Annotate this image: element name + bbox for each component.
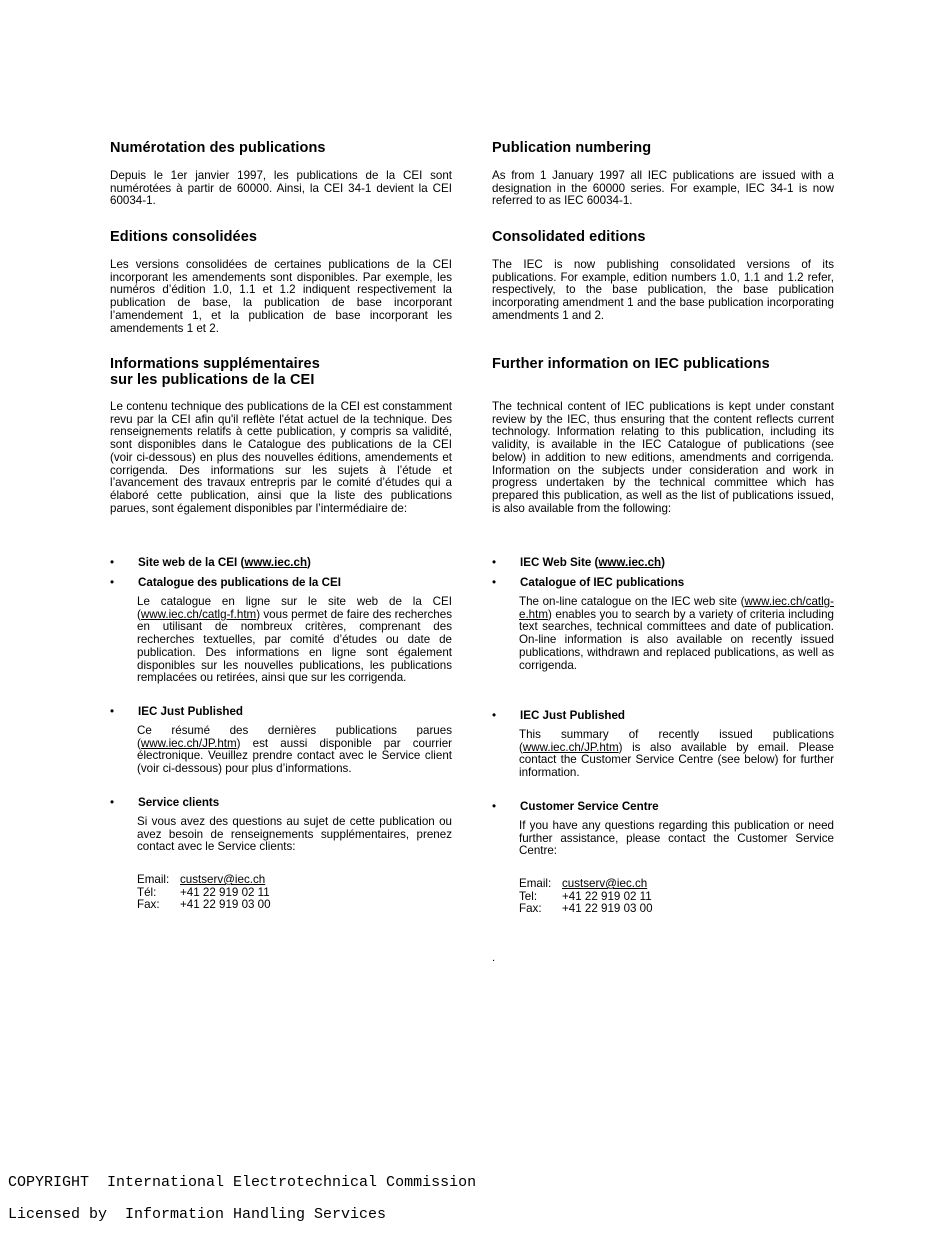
fr-numbering-heading: Numérotation des publications bbox=[110, 140, 326, 156]
fr-numbering-section bbox=[110, 140, 452, 208]
en-fax-value: +41 22 919 03 00 bbox=[562, 902, 653, 916]
bullet-dot: • bbox=[110, 556, 115, 569]
en-catalogue-link[interactable]: www.iec.ch/catlg-e.htm bbox=[519, 595, 834, 621]
en-further-section bbox=[492, 356, 834, 515]
en-catalogue-title: Catalogue of IEC publications bbox=[520, 576, 685, 589]
fr-catalogue-link[interactable]: www.iec.ch/catlg-f.htm bbox=[140, 607, 257, 621]
en-website-title bbox=[520, 556, 665, 569]
en-catalogue-body: ) enables you to search by a variety of criteria including text searches, technical committees and date of publication. On-line information is also available on recently issued publications, withdrawn and replaced publications, as well as corrigenda. bbox=[519, 607, 834, 672]
en-contact-block bbox=[519, 878, 834, 916]
en-jp-link[interactable]: www.iec.ch/JP.htm bbox=[522, 740, 619, 754]
en-tel-value: +41 22 919 02 11 bbox=[562, 889, 652, 903]
bullet-dot: • bbox=[492, 709, 497, 722]
fr-consolidated-heading: Editions consolidées bbox=[110, 229, 258, 245]
bullet-dot: • bbox=[110, 705, 115, 718]
fr-website-title bbox=[138, 556, 311, 569]
en-consolidated-heading: Consolidated editions bbox=[492, 229, 646, 245]
en-fax-row bbox=[519, 903, 834, 916]
footer-license: Licensed by Information Handling Services bbox=[8, 1206, 387, 1223]
en-consolidated-text: The IEC is now publishing consolidated versions of its publications. For example, edition numbers 1.0, 1.1 and 1.2 refer, respectively, to the base publication, the base publication incorporating amendment 1 and the base publication incorporating amendments 1 and 2. bbox=[492, 258, 834, 322]
fr-jp-body: ) est aussi disponible par courrier électronique. Veuillez prendre contact avec le Service client (voir ci-dessous) pour plus d’informations. bbox=[137, 736, 452, 776]
bullet-dot: • bbox=[492, 556, 497, 569]
fr-jp-title: IEC Just Published bbox=[138, 705, 244, 718]
fr-catalogue-text bbox=[137, 596, 452, 685]
en-jp-title: IEC Just Published bbox=[520, 709, 626, 722]
en-catalogue-text bbox=[519, 596, 834, 672]
fr-jp-text bbox=[137, 725, 452, 776]
en-numbering-section bbox=[492, 140, 834, 208]
en-numbering-text: As from 1 January 1997 all IEC publications are issued with a designation in the 60000 series. For example, IEC 34-1 is now referred to as IEC 60034-1. bbox=[492, 169, 834, 208]
fr-further-heading-line1: Informations supplémentaires bbox=[110, 356, 320, 372]
en-further-text: The technical content of IEC publications is kept under constant review by the IEC, thus ensuring that the content reflects current technology. Information relating to this publication, including its validity, is available in the IEC Catalogue of publications (see below) in addition to new editions, amendments and corrigenda. Information on the subjects under consideration and work in progress undertaken by the technical committee which has prepared this publication, as well as the list of publications issued, is also available from the following: bbox=[492, 400, 834, 515]
fr-website-end: ) bbox=[307, 556, 311, 569]
fr-email-link[interactable]: custserv@iec.ch bbox=[180, 873, 266, 886]
fr-fax-row bbox=[137, 899, 452, 912]
en-website-link[interactable]: www.iec.ch bbox=[598, 556, 662, 569]
fr-tel-value: +41 22 919 02 11 bbox=[180, 885, 270, 899]
en-email-label: Email: bbox=[519, 877, 552, 890]
en-consolidated-section bbox=[492, 229, 834, 323]
en-service-text: If you have any questions regarding this publication or need further assistance, please contact the Customer Service Centre: bbox=[519, 819, 834, 858]
en-further-heading: Further information on IEC publications bbox=[492, 356, 770, 372]
fr-catalogue-pre: Le catalogue en ligne sur le site web de la CEI ( bbox=[137, 595, 452, 621]
en-website-label: IEC Web Site ( bbox=[520, 556, 599, 569]
bullet-dot: • bbox=[110, 796, 115, 809]
fr-numbering-text: Depuis le 1er janvier 1997, les publications de la CEI sont numérotées à partir de 60000. Ainsi, la CEI 34-1 devient la CEI 60034-1. bbox=[110, 169, 452, 208]
en-jp-body: ) is also available by email. Please contact the Customer Service Centre (see below) for further information. bbox=[519, 740, 834, 780]
fr-fax-value: +41 22 919 03 00 bbox=[180, 898, 271, 912]
fr-consolidated-section bbox=[110, 229, 452, 335]
en-fax-label: Fax: bbox=[519, 902, 542, 916]
fr-website-link[interactable]: www.iec.ch bbox=[244, 556, 308, 569]
bullet-dot: • bbox=[110, 576, 115, 589]
fr-service-text: Si vous avez des questions au sujet de cette publication ou avez besoin de renseignements supplémentaires, prenez contact avec le Service clients: bbox=[137, 815, 452, 854]
en-catalogue-pre: The on-line catalogue on the IEC web site ( bbox=[519, 595, 745, 608]
bullet-dot: • bbox=[492, 800, 497, 813]
fr-further-section bbox=[110, 356, 452, 515]
fr-email-label: Email: bbox=[137, 873, 170, 886]
fr-consolidated-text: Les versions consolidées de certaines publications de la CEI incorporant les amendements sont disponibles. Par exemple, les numéros d’édition 1.0, 1.1 et 1.2 indiquent respectivement la publication de base, la publication de base incorporant l’amendement 1, et la publication de base incorporant les amendements 1 et 2. bbox=[110, 258, 452, 335]
fr-website-label: Site web de la CEI ( bbox=[138, 556, 245, 569]
fr-service-title: Service clients bbox=[138, 796, 220, 809]
en-numbering-heading: Publication numbering bbox=[492, 140, 652, 156]
en-tel-label: Tel: bbox=[519, 889, 538, 903]
en-website-end: ) bbox=[661, 556, 665, 569]
fr-further-heading-line2: sur les publications de la CEI bbox=[110, 372, 315, 388]
fr-jp-link[interactable]: www.iec.ch/JP.htm bbox=[140, 736, 237, 750]
footer-copyright: COPYRIGHT International Electrotechnical Commission bbox=[8, 1174, 477, 1191]
fr-jp-pre: Ce résumé des dernières publications parues ( bbox=[137, 724, 452, 750]
en-jp-text bbox=[519, 729, 834, 780]
fr-contact-block bbox=[137, 874, 452, 912]
fr-catalogue-body: ) vous permet de faire des recherches en utilisant de nombreux critères, comprenant des recherches textuelles, par comité d’études ou date de publication. Des informations en ligne sont également disponibles sur les nouvelles publications, les publications remplacées ou retirées, ainsi que sur les corrigenda. bbox=[137, 607, 452, 685]
fr-tel-label: Tél: bbox=[137, 885, 157, 899]
fr-catalogue-title: Catalogue des publications de la CEI bbox=[138, 576, 341, 589]
fr-fax-label: Fax: bbox=[137, 898, 160, 912]
en-service-title: Customer Service Centre bbox=[520, 800, 659, 813]
en-email-link[interactable]: custserv@iec.ch bbox=[562, 877, 648, 890]
en-jp-pre: This summary of recently issued publications ( bbox=[519, 728, 834, 754]
stray-period: . bbox=[492, 952, 496, 964]
fr-further-text: Le contenu technique des publications de la CEI est constamment revu par la CEI afin qu'il reflète l'état actuel de la technique. Des renseignements relatifs à cette publication, y compris sa validité, sont disponibles dans le Catalogue des publications de la CEI (voir ci-dessous) en plus des nouvelles éditions, amendements et corrigenda. Des informations sur les sujets à l’étude et l’avancement des travaux entrepris par le comité d’études qui a élaboré cette publication, ainsi que la liste des publications parues, sont également disponibles par l’intermédiaire de: bbox=[110, 400, 452, 515]
bullet-dot: • bbox=[492, 576, 497, 589]
